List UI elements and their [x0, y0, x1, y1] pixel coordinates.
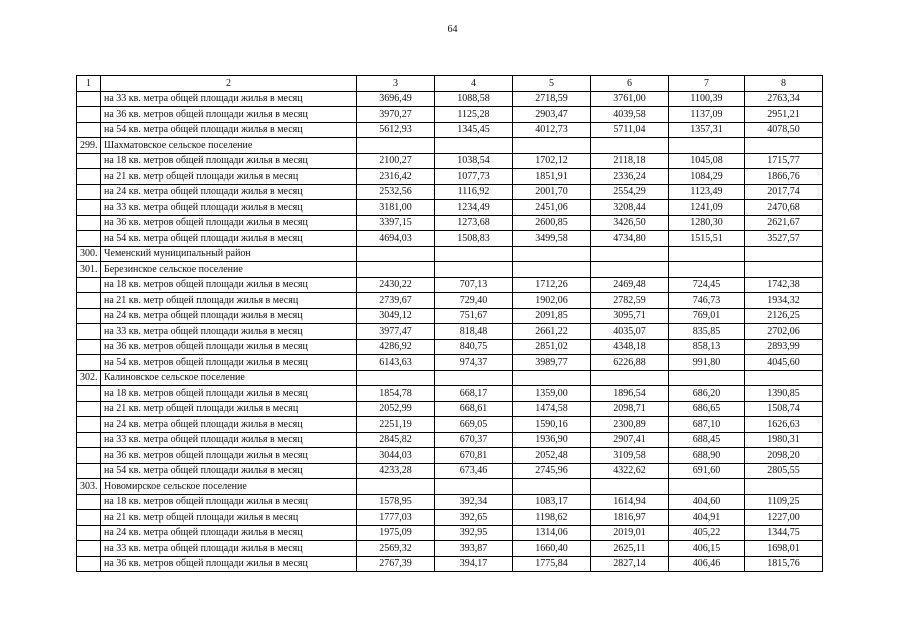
value-cell: 2251,19 — [357, 417, 435, 433]
value-cell: 4233,28 — [357, 463, 435, 479]
header-cell: 5 — [513, 76, 591, 92]
value-cell: 669,05 — [435, 417, 513, 433]
value-cell: 1198,62 — [513, 510, 591, 526]
value-cell: 729,40 — [435, 293, 513, 309]
value-cell — [435, 479, 513, 495]
value-cell: 3696,49 — [357, 91, 435, 107]
value-cell: 1125,28 — [435, 107, 513, 123]
value-cell: 4286,92 — [357, 339, 435, 355]
value-cell: 3044,03 — [357, 448, 435, 464]
row-number — [77, 91, 101, 107]
value-cell: 2907,41 — [591, 432, 669, 448]
value-cell: 4012,73 — [513, 122, 591, 138]
table-row — [77, 169, 823, 185]
value-cell: 1614,94 — [591, 494, 669, 510]
row-number — [77, 448, 101, 464]
value-cell — [435, 370, 513, 386]
value-cell: 1816,97 — [591, 510, 669, 526]
value-cell: 1038,54 — [435, 153, 513, 169]
value-cell: 2336,24 — [591, 169, 669, 185]
value-cell — [357, 479, 435, 495]
value-cell: 751,67 — [435, 308, 513, 324]
value-cell: 5711,04 — [591, 122, 669, 138]
row-label: на 33 кв. метра общей площади жилья в месяц — [101, 91, 357, 107]
value-cell: 1357,31 — [669, 122, 745, 138]
value-cell: 2098,71 — [591, 401, 669, 417]
value-cell: 2851,02 — [513, 339, 591, 355]
value-cell — [435, 138, 513, 154]
value-cell: 3181,00 — [357, 200, 435, 216]
table-row — [77, 494, 823, 510]
value-cell: 2702,06 — [745, 324, 823, 340]
value-cell: 707,13 — [435, 277, 513, 293]
value-cell: 2118,18 — [591, 153, 669, 169]
value-cell: 1936,90 — [513, 432, 591, 448]
section-row — [77, 479, 823, 495]
value-cell: 670,81 — [435, 448, 513, 464]
row-label: на 36 кв. метров общей площади жилья в месяц — [101, 339, 357, 355]
value-cell: 2951,21 — [745, 107, 823, 123]
value-cell: 1508,74 — [745, 401, 823, 417]
value-cell: 3095,71 — [591, 308, 669, 324]
row-number — [77, 169, 101, 185]
row-label: на 54 кв. метра общей площади жилья в месяц — [101, 231, 357, 247]
value-cell — [357, 262, 435, 278]
value-cell — [669, 479, 745, 495]
value-cell: 3397,15 — [357, 215, 435, 231]
row-label: на 24 кв. метра общей площади жилья в месяц — [101, 308, 357, 324]
value-cell: 1280,30 — [669, 215, 745, 231]
value-cell — [591, 246, 669, 262]
row-number — [77, 525, 101, 541]
value-cell: 1109,25 — [745, 494, 823, 510]
value-cell: 2098,20 — [745, 448, 823, 464]
row-number — [77, 386, 101, 402]
value-cell — [669, 370, 745, 386]
value-cell: 4035,07 — [591, 324, 669, 340]
value-cell: 4322,62 — [591, 463, 669, 479]
value-cell: 1345,45 — [435, 122, 513, 138]
row-label: на 54 кв. метра общей площади жилья в месяц — [101, 122, 357, 138]
value-cell — [591, 262, 669, 278]
header-cell: 6 — [591, 76, 669, 92]
value-cell: 2600,85 — [513, 215, 591, 231]
value-cell: 4694,03 — [357, 231, 435, 247]
row-number — [77, 122, 101, 138]
value-cell: 1975,09 — [357, 525, 435, 541]
row-label: на 54 кв. метра общей площади жилья в месяц — [101, 463, 357, 479]
value-cell: 688,90 — [669, 448, 745, 464]
table-row — [77, 308, 823, 324]
value-cell — [513, 246, 591, 262]
value-cell: 2661,22 — [513, 324, 591, 340]
value-cell: 818,48 — [435, 324, 513, 340]
value-cell: 2763,34 — [745, 91, 823, 107]
value-cell — [513, 370, 591, 386]
value-cell: 3499,58 — [513, 231, 591, 247]
value-cell: 858,13 — [669, 339, 745, 355]
row-number — [77, 339, 101, 355]
value-cell: 3970,27 — [357, 107, 435, 123]
row-label: на 36 кв. метров общей площади жилья в месяц — [101, 556, 357, 572]
row-label: на 18 кв. метров общей площади жилья в месяц — [101, 386, 357, 402]
row-number — [77, 463, 101, 479]
header-cell: 2 — [101, 76, 357, 92]
value-cell: 1116,92 — [435, 184, 513, 200]
table-row — [77, 215, 823, 231]
value-cell: 1742,38 — [745, 277, 823, 293]
value-cell: 1045,08 — [669, 153, 745, 169]
value-cell: 4348,18 — [591, 339, 669, 355]
value-cell: 668,61 — [435, 401, 513, 417]
value-cell: 688,45 — [669, 432, 745, 448]
table-row — [77, 324, 823, 340]
value-cell: 1702,12 — [513, 153, 591, 169]
value-cell: 406,46 — [669, 556, 745, 572]
row-label: на 18 кв. метров общей площади жилья в месяц — [101, 277, 357, 293]
value-cell — [669, 138, 745, 154]
table-row — [77, 463, 823, 479]
table-row — [77, 355, 823, 371]
row-number — [77, 494, 101, 510]
value-cell: 1314,06 — [513, 525, 591, 541]
value-cell: 4039,58 — [591, 107, 669, 123]
row-number — [77, 432, 101, 448]
value-cell: 2782,59 — [591, 293, 669, 309]
value-cell: 2019,01 — [591, 525, 669, 541]
row-label: Калиновское сельское поселение — [101, 370, 357, 386]
value-cell: 2300,89 — [591, 417, 669, 433]
value-cell: 1088,58 — [435, 91, 513, 107]
table-row — [77, 200, 823, 216]
row-number — [77, 324, 101, 340]
page-number: 64 — [447, 24, 458, 35]
value-cell: 392,34 — [435, 494, 513, 510]
value-cell: 1902,06 — [513, 293, 591, 309]
value-cell — [745, 262, 823, 278]
value-cell: 1273,68 — [435, 215, 513, 231]
row-label: на 36 кв. метров общей площади жилья в месяц — [101, 448, 357, 464]
value-cell: 2569,32 — [357, 541, 435, 557]
value-cell — [357, 246, 435, 262]
row-label: на 21 кв. метр общей площади жилья в месяц — [101, 401, 357, 417]
value-cell: 668,17 — [435, 386, 513, 402]
value-cell: 2470,68 — [745, 200, 823, 216]
value-cell — [513, 479, 591, 495]
row-label: на 36 кв. метров общей площади жилья в месяц — [101, 215, 357, 231]
value-cell: 974,37 — [435, 355, 513, 371]
value-cell: 2827,14 — [591, 556, 669, 572]
value-cell: 1775,84 — [513, 556, 591, 572]
value-cell: 2893,99 — [745, 339, 823, 355]
table-row — [77, 448, 823, 464]
row-number — [77, 355, 101, 371]
value-cell — [591, 479, 669, 495]
row-label: Шахматовское сельское поселение — [101, 138, 357, 154]
value-cell — [669, 262, 745, 278]
header-cell: 4 — [435, 76, 513, 92]
header-cell: 3 — [357, 76, 435, 92]
value-cell: 406,15 — [669, 541, 745, 557]
row-number — [77, 417, 101, 433]
value-cell: 6226,88 — [591, 355, 669, 371]
value-cell — [745, 370, 823, 386]
value-cell — [357, 138, 435, 154]
value-cell: 835,85 — [669, 324, 745, 340]
value-cell: 686,20 — [669, 386, 745, 402]
table-row — [77, 293, 823, 309]
row-number — [77, 510, 101, 526]
section-row — [77, 246, 823, 262]
row-label: на 24 кв. метра общей площади жилья в месяц — [101, 525, 357, 541]
value-cell: 3977,47 — [357, 324, 435, 340]
value-cell: 2091,85 — [513, 308, 591, 324]
row-label: на 18 кв. метров общей площади жилья в месяц — [101, 153, 357, 169]
row-number — [77, 215, 101, 231]
value-cell: 1241,09 — [669, 200, 745, 216]
section-row — [77, 370, 823, 386]
row-number — [77, 184, 101, 200]
value-cell: 746,73 — [669, 293, 745, 309]
header-row — [77, 76, 823, 92]
value-cell: 1474,58 — [513, 401, 591, 417]
value-cell: 2001,70 — [513, 184, 591, 200]
value-cell: 1578,95 — [357, 494, 435, 510]
value-cell: 1590,16 — [513, 417, 591, 433]
value-cell: 404,91 — [669, 510, 745, 526]
value-cell: 3208,44 — [591, 200, 669, 216]
table-body — [77, 76, 823, 572]
value-cell: 1123,49 — [669, 184, 745, 200]
value-cell — [745, 246, 823, 262]
value-cell: 1698,01 — [745, 541, 823, 557]
value-cell: 1137,09 — [669, 107, 745, 123]
value-cell: 1866,76 — [745, 169, 823, 185]
value-cell: 1854,78 — [357, 386, 435, 402]
value-cell: 2903,47 — [513, 107, 591, 123]
section-row — [77, 138, 823, 154]
value-cell: 673,46 — [435, 463, 513, 479]
value-cell: 4734,80 — [591, 231, 669, 247]
value-cell: 4045,60 — [745, 355, 823, 371]
table-row — [77, 184, 823, 200]
value-cell: 2845,82 — [357, 432, 435, 448]
value-cell: 1515,51 — [669, 231, 745, 247]
value-cell: 670,37 — [435, 432, 513, 448]
value-cell: 769,01 — [669, 308, 745, 324]
value-cell — [435, 262, 513, 278]
section-row — [77, 262, 823, 278]
row-label: на 54 кв. метров общей площади жилья в месяц — [101, 355, 357, 371]
value-cell: 1100,39 — [669, 91, 745, 107]
value-cell: 2805,55 — [745, 463, 823, 479]
row-number — [77, 153, 101, 169]
row-number — [77, 200, 101, 216]
value-cell: 1390,85 — [745, 386, 823, 402]
value-cell: 4078,50 — [745, 122, 823, 138]
table-row — [77, 339, 823, 355]
value-cell: 394,17 — [435, 556, 513, 572]
value-cell: 991,80 — [669, 355, 745, 371]
value-cell: 3049,12 — [357, 308, 435, 324]
value-cell: 687,10 — [669, 417, 745, 433]
table-row — [77, 401, 823, 417]
value-cell: 1660,40 — [513, 541, 591, 557]
value-cell: 1626,63 — [745, 417, 823, 433]
row-label: Березинское сельское поселение — [101, 262, 357, 278]
value-cell: 1934,32 — [745, 293, 823, 309]
table-row — [77, 91, 823, 107]
value-cell: 3109,58 — [591, 448, 669, 464]
value-cell: 691,60 — [669, 463, 745, 479]
value-cell: 2100,27 — [357, 153, 435, 169]
value-cell: 686,65 — [669, 401, 745, 417]
row-number — [77, 107, 101, 123]
value-cell: 1344,75 — [745, 525, 823, 541]
row-number: 302. — [77, 370, 101, 386]
value-cell: 405,22 — [669, 525, 745, 541]
value-cell: 2745,96 — [513, 463, 591, 479]
row-label: на 33 кв. метра общей площади жилья в месяц — [101, 324, 357, 340]
value-cell: 1980,31 — [745, 432, 823, 448]
value-cell: 392,65 — [435, 510, 513, 526]
row-label: на 36 кв. метров общей площади жилья в месяц — [101, 107, 357, 123]
value-cell — [435, 246, 513, 262]
value-cell: 2126,25 — [745, 308, 823, 324]
value-cell: 1851,91 — [513, 169, 591, 185]
value-cell: 1777,03 — [357, 510, 435, 526]
value-cell: 2621,67 — [745, 215, 823, 231]
value-cell: 404,60 — [669, 494, 745, 510]
value-cell: 392,95 — [435, 525, 513, 541]
row-number — [77, 293, 101, 309]
row-number — [77, 401, 101, 417]
value-cell: 1227,00 — [745, 510, 823, 526]
value-cell: 1359,00 — [513, 386, 591, 402]
value-cell: 2469,48 — [591, 277, 669, 293]
value-cell: 6143,63 — [357, 355, 435, 371]
row-label: на 21 кв. метр общей площади жилья в месяц — [101, 169, 357, 185]
value-cell: 724,45 — [669, 277, 745, 293]
row-label: Новомирское сельское поселение — [101, 479, 357, 495]
value-cell: 5612,93 — [357, 122, 435, 138]
value-cell: 1815,76 — [745, 556, 823, 572]
row-label: на 18 кв. метров общей площади жилья в месяц — [101, 494, 357, 510]
value-cell: 3426,50 — [591, 215, 669, 231]
value-cell: 1508,83 — [435, 231, 513, 247]
value-cell: 2451,06 — [513, 200, 591, 216]
table-row — [77, 386, 823, 402]
value-cell: 1715,77 — [745, 153, 823, 169]
row-label: на 21 кв. метр общей площади жилья в месяц — [101, 293, 357, 309]
value-cell — [591, 138, 669, 154]
row-label: на 33 кв. метра общей площади жилья в месяц — [101, 541, 357, 557]
value-cell: 2532,56 — [357, 184, 435, 200]
row-number — [77, 277, 101, 293]
table-row — [77, 556, 823, 572]
value-cell: 2316,42 — [357, 169, 435, 185]
table-row — [77, 417, 823, 433]
value-cell: 2739,67 — [357, 293, 435, 309]
value-cell: 3527,57 — [745, 231, 823, 247]
row-number — [77, 541, 101, 557]
row-label: на 21 кв. метр общей площади жилья в месяц — [101, 510, 357, 526]
value-cell — [357, 370, 435, 386]
value-cell: 3989,77 — [513, 355, 591, 371]
table-row — [77, 525, 823, 541]
header-cell: 8 — [745, 76, 823, 92]
value-cell — [513, 262, 591, 278]
table-row — [77, 510, 823, 526]
value-cell: 2554,29 — [591, 184, 669, 200]
header-cell: 1 — [77, 76, 101, 92]
row-label: на 24 кв. метра общей площади жилья в месяц — [101, 184, 357, 200]
value-cell — [513, 138, 591, 154]
value-cell: 1083,17 — [513, 494, 591, 510]
value-cell: 2718,59 — [513, 91, 591, 107]
row-label: на 33 кв. метра общей площади жилья в месяц — [101, 200, 357, 216]
value-cell: 840,75 — [435, 339, 513, 355]
value-cell: 1896,54 — [591, 386, 669, 402]
table-row — [77, 231, 823, 247]
value-cell: 2052,48 — [513, 448, 591, 464]
row-label: Чеменский муниципальный район — [101, 246, 357, 262]
row-number: 303. — [77, 479, 101, 495]
header-cell: 7 — [669, 76, 745, 92]
value-cell: 3761,00 — [591, 91, 669, 107]
row-number — [77, 308, 101, 324]
table-row — [77, 432, 823, 448]
table-row — [77, 107, 823, 123]
value-cell: 1234,49 — [435, 200, 513, 216]
value-cell: 2052,99 — [357, 401, 435, 417]
row-number — [77, 556, 101, 572]
value-cell: 1084,29 — [669, 169, 745, 185]
value-cell: 1077,73 — [435, 169, 513, 185]
value-cell: 2430,22 — [357, 277, 435, 293]
table-row — [77, 541, 823, 557]
value-cell — [745, 479, 823, 495]
value-cell — [669, 246, 745, 262]
value-cell: 393,87 — [435, 541, 513, 557]
row-number — [77, 231, 101, 247]
row-label: на 24 кв. метра общей площади жилья в месяц — [101, 417, 357, 433]
row-label: на 33 кв. метра общей площади жилья в месяц — [101, 432, 357, 448]
row-number: 301. — [77, 262, 101, 278]
row-number: 300. — [77, 246, 101, 262]
table-row — [77, 153, 823, 169]
value-cell: 2625,11 — [591, 541, 669, 557]
tariff-table — [76, 75, 823, 572]
value-cell — [591, 370, 669, 386]
value-cell: 2767,39 — [357, 556, 435, 572]
value-cell: 2017,74 — [745, 184, 823, 200]
table-row — [77, 277, 823, 293]
row-number: 299. — [77, 138, 101, 154]
value-cell: 1712,26 — [513, 277, 591, 293]
value-cell — [745, 138, 823, 154]
table-row — [77, 122, 823, 138]
